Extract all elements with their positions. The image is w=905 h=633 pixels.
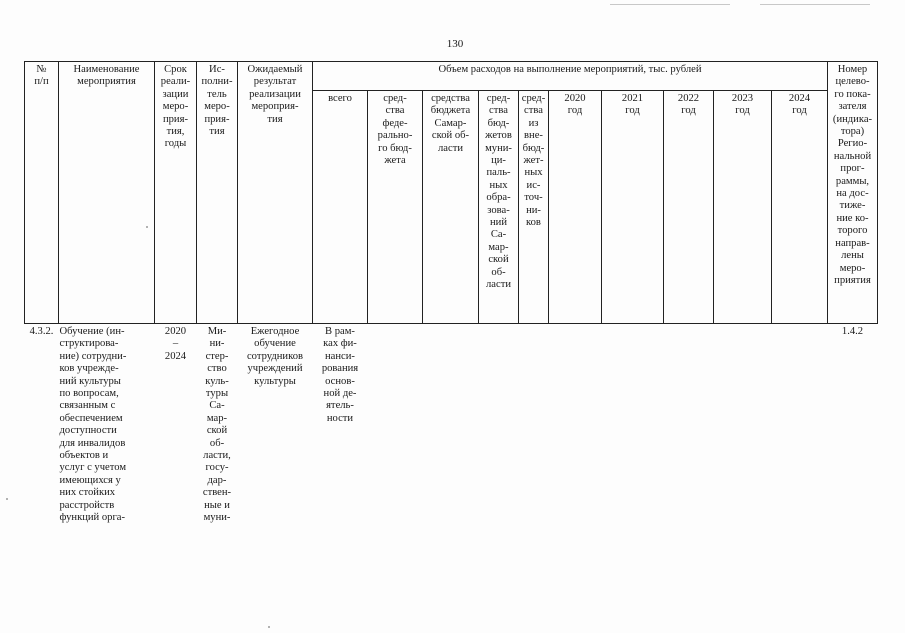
header-row — [25, 62, 878, 91]
row-total: В рам- ках фи- нанси- рования основ- ной де- ятель- ности — [313, 324, 368, 565]
header-extrabudget: сред- ства из вне- бюд- жет- ных ис- точ- ни- ков — [519, 91, 549, 324]
scan-artifact-line — [610, 4, 730, 5]
row-result: Ежегодное обучение сотрудников учреждений культуры — [238, 324, 313, 565]
row-executor: Ми- ни- стер- ство куль- туры Са- мар- ской об- ласти, госу- дар- ствен- ные и муни- — [197, 324, 238, 565]
header-year-2021: 2021 год — [602, 91, 664, 324]
row-indicator: 1.4.2 — [828, 324, 878, 565]
scan-artifact-line — [760, 4, 870, 5]
row-extrabudget — [519, 324, 549, 565]
header-executor: Ис- полни- тель меро- прия- тия — [197, 62, 238, 324]
header-result: Ожидаемый результат реализации мероприя- тия — [238, 62, 313, 324]
header-expenses-group: Объем расходов на выполнение мероприятий, тыс. рублей — [313, 62, 828, 91]
header-year-2024: 2024 год — [772, 91, 828, 324]
scan-artifact-dot — [6, 498, 8, 500]
page-number: 130 — [446, 38, 464, 50]
row-year-2021 — [602, 324, 664, 565]
header-total: всего — [313, 91, 368, 324]
row-num: 4.3.2. — [25, 324, 59, 565]
header-indicator: Номер целево- го пока- зателя (индика- тора) Регио- нальной прог- раммы, на дос- тиже- ние ко- торого направ- лены меро- приятия — [828, 62, 878, 324]
header-num: № п/п — [25, 62, 59, 324]
row-term: 2020 – 2024 — [155, 324, 197, 565]
header-year-2023: 2023 год — [714, 91, 772, 324]
header-term: Срок реали- зации меро- прия- тия, годы — [155, 62, 197, 324]
header-name: Наименование мероприятия — [59, 62, 155, 324]
row-municipal — [479, 324, 519, 565]
header-year-2020: 2020 год — [549, 91, 602, 324]
header-municipal: сред- ства бюд- жетов муни- ци- паль- ных обра- зова- ний Са- мар- ской об- ласти — [479, 91, 519, 324]
header-federal: сред- ства феде- рально- го бюд- жета — [368, 91, 423, 324]
header-regional: средства бюджета Самар- ской об- ласти — [423, 91, 479, 324]
table-row — [25, 324, 878, 565]
measures-table — [24, 61, 878, 564]
row-year-2024 — [772, 324, 828, 565]
header-year-2022: 2022 год — [664, 91, 714, 324]
row-name: Обучение (ин- структирова- ние) сотрудни- ков учрежде- ний культуры по вопросам, связанным с обеспечением доступности для инвалидов объектов и услуг с учетом имеющихся у них стойких расстройств функций орга- — [59, 324, 155, 565]
row-year-2023 — [714, 324, 772, 565]
scan-artifact-dot — [268, 626, 270, 628]
row-year-2022 — [664, 324, 714, 565]
row-federal — [368, 324, 423, 565]
row-regional — [423, 324, 479, 565]
row-year-2020 — [549, 324, 602, 565]
